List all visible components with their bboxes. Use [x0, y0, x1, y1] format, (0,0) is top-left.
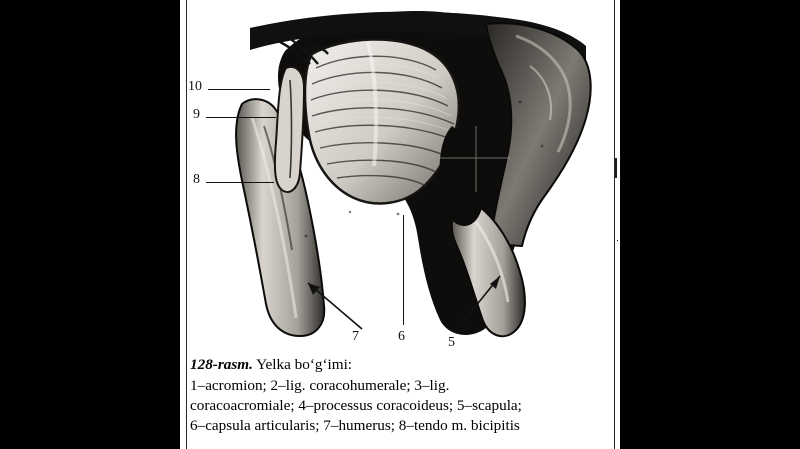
caption-body — [190, 376, 608, 436]
leader-line-10 — [208, 89, 270, 90]
figure-label-8: 8 — [193, 172, 200, 187]
figure-number: 128-rasm. — [190, 356, 253, 373]
leader-line-8 — [206, 182, 274, 183]
leader-line-6 — [403, 215, 404, 325]
figure-label-5: 5 — [448, 335, 455, 350]
figure-label-7: 7 — [352, 329, 359, 344]
scan-artifact-dot — [617, 240, 618, 241]
page-rule-right — [614, 0, 615, 449]
scan-artifact-mark — [615, 158, 617, 178]
caption-heading — [190, 355, 608, 375]
caption-line: coracoacromiale; 4–processus coracoideus; 5–scapula; — [190, 397, 522, 415]
caption-line: 1–acromion; 2–lig. coracohumerale; 3–lig. — [190, 377, 450, 395]
figure-label-10: 10 — [188, 79, 202, 94]
anatomy-figure — [190, 6, 610, 348]
figure-caption — [190, 355, 608, 436]
leader-line-9 — [206, 117, 276, 118]
leader-arrow-5 — [452, 268, 512, 334]
page-rule-left — [186, 0, 187, 449]
leader-arrow-7 — [300, 275, 370, 335]
figure-label-6: 6 — [398, 329, 405, 344]
figure-title: Yelka bo‘g‘imi: — [256, 356, 353, 373]
caption-line: 6–capsula articularis; 7–humerus; 8–tendo m. bicipitis — [190, 417, 520, 435]
figure-label-9: 9 — [193, 107, 200, 122]
